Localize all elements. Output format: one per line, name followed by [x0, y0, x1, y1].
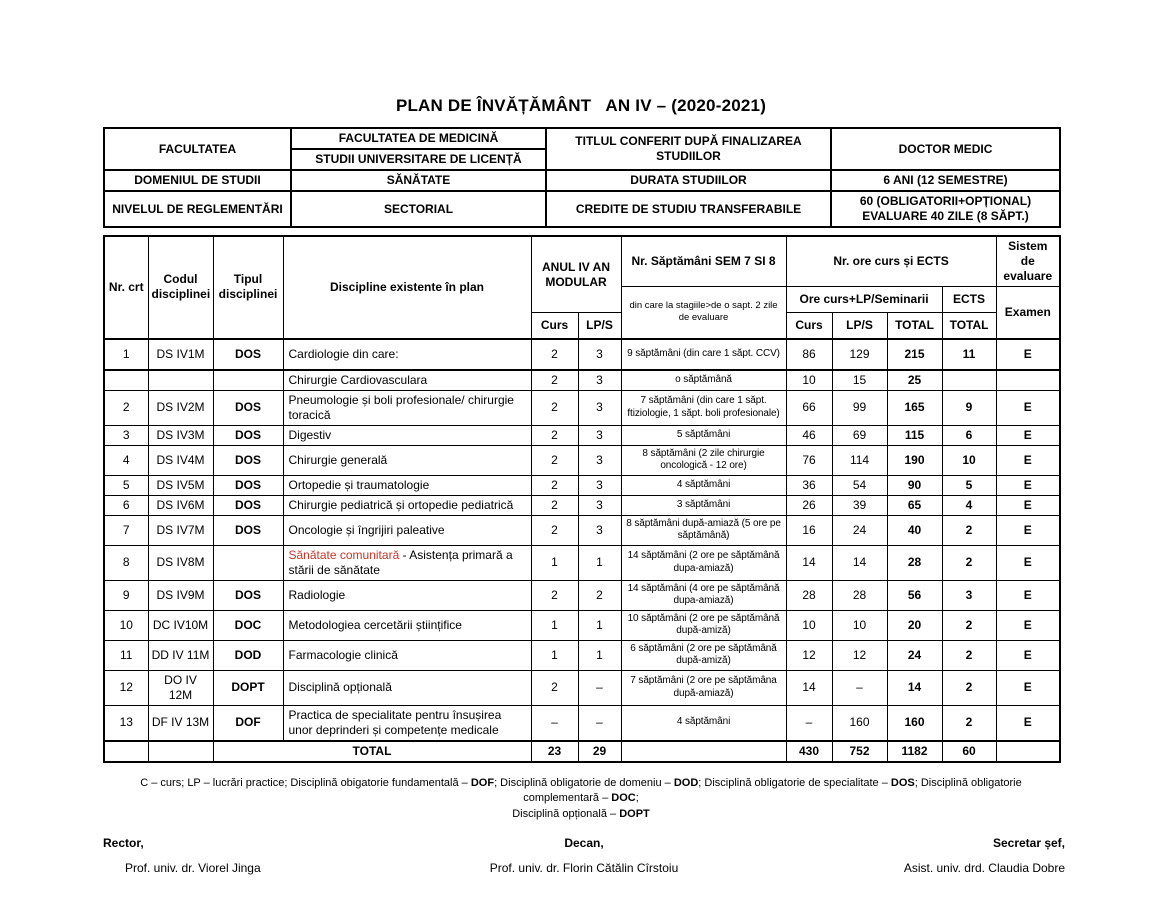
cell-lps: 3: [578, 390, 621, 425]
cell-ects: 2: [942, 640, 996, 670]
cell-ore-curs: 66: [786, 390, 832, 425]
cell-ore-curs: 12: [786, 640, 832, 670]
table-row: [104, 370, 1060, 391]
cell-disciplina: Chirurgie generală: [283, 445, 531, 475]
cell-nr-crt: 8: [104, 545, 148, 580]
cell-cod-disciplina: DS IV1M: [148, 339, 213, 370]
total-curs: 23: [531, 741, 578, 762]
legend-abbrev: DOD: [673, 776, 699, 789]
cell-cod-disciplina: DS IV8M: [148, 545, 213, 580]
cell-disciplina: Sănătate comunitară - Asistența primară a stării de sănătate: [283, 545, 531, 580]
header-sistem-evaluare: Sistem de evaluare: [996, 236, 1060, 287]
cell-saptamani: 5 săptămâni: [621, 425, 786, 445]
cell-tip-disciplina: DOD: [213, 640, 283, 670]
cell-ore-total: 56: [887, 580, 942, 610]
total-row: [104, 741, 1060, 762]
cell-saptamani: 10 săptămâni (2 ore pe săptămână după-amiză): [621, 610, 786, 640]
cell-saptamani: 8 săptămâni după-amiază (5 ore pe săptămână): [621, 515, 786, 545]
total-saptamani-empty: [621, 741, 786, 762]
cell-ects: 2: [942, 545, 996, 580]
cell-examen: E: [996, 580, 1060, 610]
cell-disciplina: Cardiologie din care:: [283, 339, 531, 370]
cell-examen: E: [996, 670, 1060, 705]
cell-ore-total: 40: [887, 515, 942, 545]
cell-tip-disciplina: DOS: [213, 425, 283, 445]
cell-saptamani: 3 săptămâni: [621, 495, 786, 515]
legend-text: ; Disciplină obligatorie complementară –: [523, 776, 1022, 805]
cell-lps: 3: [578, 495, 621, 515]
cell-disciplina: Practica de specialitate pentru însușirea unor deprinderi și competențe medicale: [283, 705, 531, 741]
legend-abbrev: DOPT: [619, 808, 650, 821]
cell-ore-total: 24: [887, 640, 942, 670]
cell-lps: 3: [578, 370, 621, 391]
cell-lps: 1: [578, 545, 621, 580]
cell-ore-curs: 14: [786, 545, 832, 580]
cell-ore-total: 215: [887, 339, 942, 370]
cell-ore-curs: 86: [786, 339, 832, 370]
cell-lps: –: [578, 670, 621, 705]
cell-ore-curs: 10: [786, 610, 832, 640]
cell-tip-disciplina: DOS: [213, 580, 283, 610]
cell-examen: E: [996, 495, 1060, 515]
cell-curs: 2: [531, 495, 578, 515]
cell-ore-curs: 16: [786, 515, 832, 545]
cell-ore-curs: 76: [786, 445, 832, 475]
table-row: [104, 640, 1060, 670]
cell-ore-total: 190: [887, 445, 942, 475]
info-table: [103, 127, 1061, 228]
table-row: [104, 425, 1060, 445]
cell-saptamani: 9 săptămâni (din care 1 săpt. CCV): [621, 339, 786, 370]
cell-curs: –: [531, 705, 578, 741]
legend-abbrev: DOS: [890, 776, 915, 789]
cell-disciplina: Digestiv: [283, 425, 531, 445]
cell-tip-disciplina: DOPT: [213, 670, 283, 705]
cell-ore-lps: 54: [832, 475, 887, 495]
cell-cod-disciplina: DS IV4M: [148, 445, 213, 475]
cell-ore-total: 90: [887, 475, 942, 495]
header-nr-crt: Nr. crt: [104, 236, 148, 339]
cell-saptamani: o săptămână: [621, 370, 786, 391]
legend-line-2: [103, 807, 1059, 823]
cell-lps: 3: [578, 475, 621, 495]
cell-nr-crt: 5: [104, 475, 148, 495]
cell-ore-lps: 24: [832, 515, 887, 545]
legend-abbrev: DOC: [611, 792, 636, 805]
header-examen: Examen: [996, 287, 1060, 339]
cell-disciplina: Farmacologie clinică: [283, 640, 531, 670]
cell-ects: [942, 370, 996, 391]
legend-text: Disciplină opțională –: [512, 808, 620, 821]
cell-lps: 1: [578, 610, 621, 640]
cell-examen: E: [996, 475, 1060, 495]
cell-ore-total: 20: [887, 610, 942, 640]
cell-curs: 2: [531, 339, 578, 370]
header-curs-2: Curs: [786, 313, 832, 339]
cell-cod-disciplina: DS IV6M: [148, 495, 213, 515]
table-row: [104, 475, 1060, 495]
credite-value: 60 (OBLIGATORII+OPȚIONAL) EVALUARE 40 ZILE (8 SĂPT.): [831, 191, 1060, 227]
cell-cod-disciplina: DS IV7M: [148, 515, 213, 545]
cell-saptamani: 4 săptămâni: [621, 475, 786, 495]
cell-tip-disciplina: DOF: [213, 705, 283, 741]
cell-lps: 3: [578, 515, 621, 545]
table-row: [104, 515, 1060, 545]
cell-ore-curs: –: [786, 705, 832, 741]
cell-examen: E: [996, 705, 1060, 741]
cell-lps: –: [578, 705, 621, 741]
page-title: PLAN DE ÎNVĂȚĂMÂNT AN IV – (2020-2021): [395, 96, 767, 115]
header-ore-curs-lp: Ore curs+LP/Seminarii: [786, 287, 942, 313]
cell-nr-crt: 12: [104, 670, 148, 705]
cell-ore-curs: 26: [786, 495, 832, 515]
cell-ects: 10: [942, 445, 996, 475]
total-ects: 60: [942, 741, 996, 762]
cell-curs: 1: [531, 545, 578, 580]
header-ects: ECTS: [942, 287, 996, 313]
total-ore-curs: 430: [786, 741, 832, 762]
cell-examen: E: [996, 425, 1060, 445]
cell-saptamani: 6 săptămâni (2 ore pe săptămână după-amiză): [621, 640, 786, 670]
cell-tip-disciplina: DOS: [213, 475, 283, 495]
cell-lps: 3: [578, 425, 621, 445]
cell-ore-lps: 39: [832, 495, 887, 515]
secretar-name: Asist. univ. drd. Claudia Dobre: [903, 861, 1066, 876]
cell-nr-crt: [104, 370, 148, 391]
cell-lps: 3: [578, 339, 621, 370]
cell-tip-disciplina: DOC: [213, 610, 283, 640]
cell-curs: 2: [531, 390, 578, 425]
domeniul-value: SĂNĂTATE: [291, 170, 546, 191]
cell-curs: 2: [531, 425, 578, 445]
legend: [103, 776, 1059, 824]
curriculum-table: [103, 235, 1061, 763]
cell-saptamani: 4 săptămâni: [621, 705, 786, 741]
cell-saptamani: 14 săptămâni (2 ore pe săptămână dupa-amiază): [621, 545, 786, 580]
cell-ore-lps: 129: [832, 339, 887, 370]
titlul-label: TITLUL CONFERIT DUPĂ FINALIZAREA STUDIILOR: [546, 128, 831, 170]
cell-ects: 2: [942, 705, 996, 741]
cell-tip-disciplina: DOS: [213, 515, 283, 545]
cell-curs: 2: [531, 445, 578, 475]
cell-lps: 1: [578, 640, 621, 670]
cell-disciplina: Oncologie și îngrijiri paleative: [283, 515, 531, 545]
table-row: [104, 445, 1060, 475]
cell-tip-disciplina: DOS: [213, 390, 283, 425]
cell-lps: 3: [578, 445, 621, 475]
cell-ects: 2: [942, 515, 996, 545]
cell-ore-lps: 14: [832, 545, 887, 580]
cell-ore-total: 160: [887, 705, 942, 741]
cell-ects: 5: [942, 475, 996, 495]
facultatea-label: FACULTATEA: [104, 128, 291, 170]
cell-nr-crt: 7: [104, 515, 148, 545]
cell-curs: 2: [531, 515, 578, 545]
cell-nr-crt: 10: [104, 610, 148, 640]
cell-lps: 2: [578, 580, 621, 610]
cell-ore-lps: 28: [832, 580, 887, 610]
cell-disciplina: Pneumologie și boli profesionale/ chirurgie toracică: [283, 390, 531, 425]
signatures: [103, 836, 1065, 875]
cell-nr-crt: 13: [104, 705, 148, 741]
cell-curs: 2: [531, 670, 578, 705]
rector-title: Rector,: [103, 836, 144, 851]
cell-tip-disciplina: [213, 370, 283, 391]
cell-ore-lps: 10: [832, 610, 887, 640]
cell-ore-curs: 14: [786, 670, 832, 705]
table-row: [104, 495, 1060, 515]
table-row: [104, 580, 1060, 610]
cell-examen: E: [996, 545, 1060, 580]
legend-text: C – curs; LP – lucrări practice; Disciplină obigatorie fundamentală –: [140, 776, 471, 789]
cell-cod-disciplina: [148, 370, 213, 391]
cell-curs: 2: [531, 370, 578, 391]
total-lps: 29: [578, 741, 621, 762]
total-cod-empty: [148, 741, 213, 762]
cell-saptamani: 7 săptămâni (din care 1 săpt. ftiziologie, 1 săpt. boli profesionale): [621, 390, 786, 425]
cell-ects: 2: [942, 670, 996, 705]
table-row: [104, 705, 1060, 741]
cell-ore-lps: 15: [832, 370, 887, 391]
curriculum-table-header: [104, 236, 1060, 339]
legend-text: ; Disciplină obligatorie de domeniu –: [494, 776, 674, 789]
cell-ore-curs: 36: [786, 475, 832, 495]
durata-label: DURATA STUDIILOR: [546, 170, 831, 191]
cell-ore-total: 14: [887, 670, 942, 705]
table-row: [104, 610, 1060, 640]
cell-examen: [996, 370, 1060, 391]
cell-disciplina: Disciplină opțională: [283, 670, 531, 705]
total-ore-lps: 752: [832, 741, 887, 762]
cell-examen: E: [996, 339, 1060, 370]
header-codul: Codul disciplinei: [148, 236, 213, 339]
signature-secretar: [744, 836, 1065, 875]
cell-ore-lps: 114: [832, 445, 887, 475]
cell-ore-curs: 10: [786, 370, 832, 391]
header-lps-1: LP/S: [578, 313, 621, 339]
cell-nr-crt: 3: [104, 425, 148, 445]
cell-ects: 3: [942, 580, 996, 610]
header-total-ects: TOTAL: [942, 313, 996, 339]
legend-abbrev: DOF: [470, 776, 495, 789]
header-curs-1: Curs: [531, 313, 578, 339]
cell-disciplina: Chirurgie Cardiovasculara: [283, 370, 531, 391]
legend-line-1: [103, 776, 1059, 808]
cell-ects: 11: [942, 339, 996, 370]
header-ore-ects: Nr. ore curs și ECTS: [786, 236, 996, 287]
cell-examen: E: [996, 390, 1060, 425]
nivelul-label: NIVELUL DE REGLEMENTĂRI: [104, 191, 291, 227]
cell-nr-crt: 2: [104, 390, 148, 425]
cell-examen: E: [996, 640, 1060, 670]
header-discipline: Discipline existente în plan: [283, 236, 531, 339]
table-row: [104, 390, 1060, 425]
cell-tip-disciplina: DOS: [213, 445, 283, 475]
cell-nr-crt: 4: [104, 445, 148, 475]
domeniul-label: DOMENIUL DE STUDII: [104, 170, 291, 191]
secretar-title: Secretar șef,: [992, 836, 1066, 851]
cell-ore-total: 115: [887, 425, 942, 445]
cell-tip-disciplina: DOS: [213, 339, 283, 370]
nivelul-value: SECTORIAL: [291, 191, 546, 227]
table-row: [104, 339, 1060, 370]
table-row: [104, 670, 1060, 705]
cell-nr-crt: 6: [104, 495, 148, 515]
cell-ore-curs: 28: [786, 580, 832, 610]
header-tipul: Tipul disciplinei: [213, 236, 283, 339]
cell-ects: 6: [942, 425, 996, 445]
cell-ore-lps: 12: [832, 640, 887, 670]
total-label: TOTAL: [213, 741, 531, 762]
cell-ore-lps: 99: [832, 390, 887, 425]
header-anul-modular: ANUL IV AN MODULAR: [531, 236, 621, 313]
table-row: [104, 545, 1060, 580]
cell-examen: E: [996, 610, 1060, 640]
cell-ore-total: 65: [887, 495, 942, 515]
cell-curs: 1: [531, 610, 578, 640]
cell-curs: 2: [531, 580, 578, 610]
curriculum-table-body: [104, 339, 1060, 762]
cell-ects: 4: [942, 495, 996, 515]
rector-name: Prof. univ. dr. Viorel Jinga: [125, 861, 261, 876]
cell-ore-lps: –: [832, 670, 887, 705]
total-nr-empty: [104, 741, 148, 762]
header-lps-2: LP/S: [832, 313, 887, 339]
facultatea-value-bottom: STUDII UNIVERSITARE DE LICENȚĂ: [291, 149, 546, 170]
cell-ore-lps: 160: [832, 705, 887, 741]
cell-examen: E: [996, 515, 1060, 545]
signature-decan: [424, 836, 745, 875]
cell-ore-total: 25: [887, 370, 942, 391]
cell-disciplina: Chirurgie pediatrică și ortopedie pediatrică: [283, 495, 531, 515]
cell-saptamani: 14 săptămâni (4 ore pe săptămână dupa-amiază): [621, 580, 786, 610]
cell-cod-disciplina: DS IV9M: [148, 580, 213, 610]
cell-examen: E: [996, 445, 1060, 475]
cell-curs: 2: [531, 475, 578, 495]
cell-cod-disciplina: DD IV 11M: [148, 640, 213, 670]
cell-tip-disciplina: [213, 545, 283, 580]
cell-curs: 1: [531, 640, 578, 670]
legend-text: ; Disciplină obligatorie de specialitate –: [698, 776, 891, 789]
cell-disciplina: Ortopedie și traumatologie: [283, 475, 531, 495]
cell-saptamani: 7 săptămâni (2 ore pe săptămâna după-amiază): [621, 670, 786, 705]
cell-nr-crt: 1: [104, 339, 148, 370]
cell-cod-disciplina: DC IV10M: [148, 610, 213, 640]
cell-cod-disciplina: DF IV 13M: [148, 705, 213, 741]
total-examen-empty: [996, 741, 1060, 762]
cell-disciplina: Metodologiea cercetării științifice: [283, 610, 531, 640]
cell-nr-crt: 11: [104, 640, 148, 670]
titlul-value: DOCTOR MEDIC: [831, 128, 1060, 170]
cell-ects: 9: [942, 390, 996, 425]
signature-rector: [103, 836, 424, 875]
credite-label: CREDITE DE STUDIU TRANSFERABILE: [546, 191, 831, 227]
cell-nr-crt: 9: [104, 580, 148, 610]
cell-ore-curs: 46: [786, 425, 832, 445]
cell-ore-total: 28: [887, 545, 942, 580]
decan-title: Decan,: [564, 836, 604, 851]
cell-cod-disciplina: DO IV 12M: [148, 670, 213, 705]
cell-cod-disciplina: DS IV5M: [148, 475, 213, 495]
cell-ore-total: 165: [887, 390, 942, 425]
cell-tip-disciplina: DOS: [213, 495, 283, 515]
cell-cod-disciplina: DS IV3M: [148, 425, 213, 445]
legend-text: ;: [635, 792, 639, 805]
cell-saptamani: 8 săptămâni (2 zile chirurgie oncologică - 12 ore): [621, 445, 786, 475]
cell-ore-lps: 69: [832, 425, 887, 445]
cell-disciplina: Radiologie: [283, 580, 531, 610]
cell-ects: 2: [942, 610, 996, 640]
header-saptamani: Nr. Săptămâni SEM 7 SI 8: [621, 236, 786, 287]
disciplina-red-text: Sănătate comunitară: [288, 547, 400, 562]
total-ore-total: 1182: [887, 741, 942, 762]
header-saptamani-sub: din care la stagiile>de o sapt. 2 zile de evaluare: [621, 287, 786, 339]
durata-value: 6 ANI (12 SEMESTRE): [831, 170, 1060, 191]
facultatea-value-top: FACULTATEA DE MEDICINĂ: [291, 128, 546, 149]
header-total-ore: TOTAL: [887, 313, 942, 339]
cell-cod-disciplina: DS IV2M: [148, 390, 213, 425]
decan-name: Prof. univ. dr. Florin Cătălin Cîrstoiu: [489, 861, 679, 876]
